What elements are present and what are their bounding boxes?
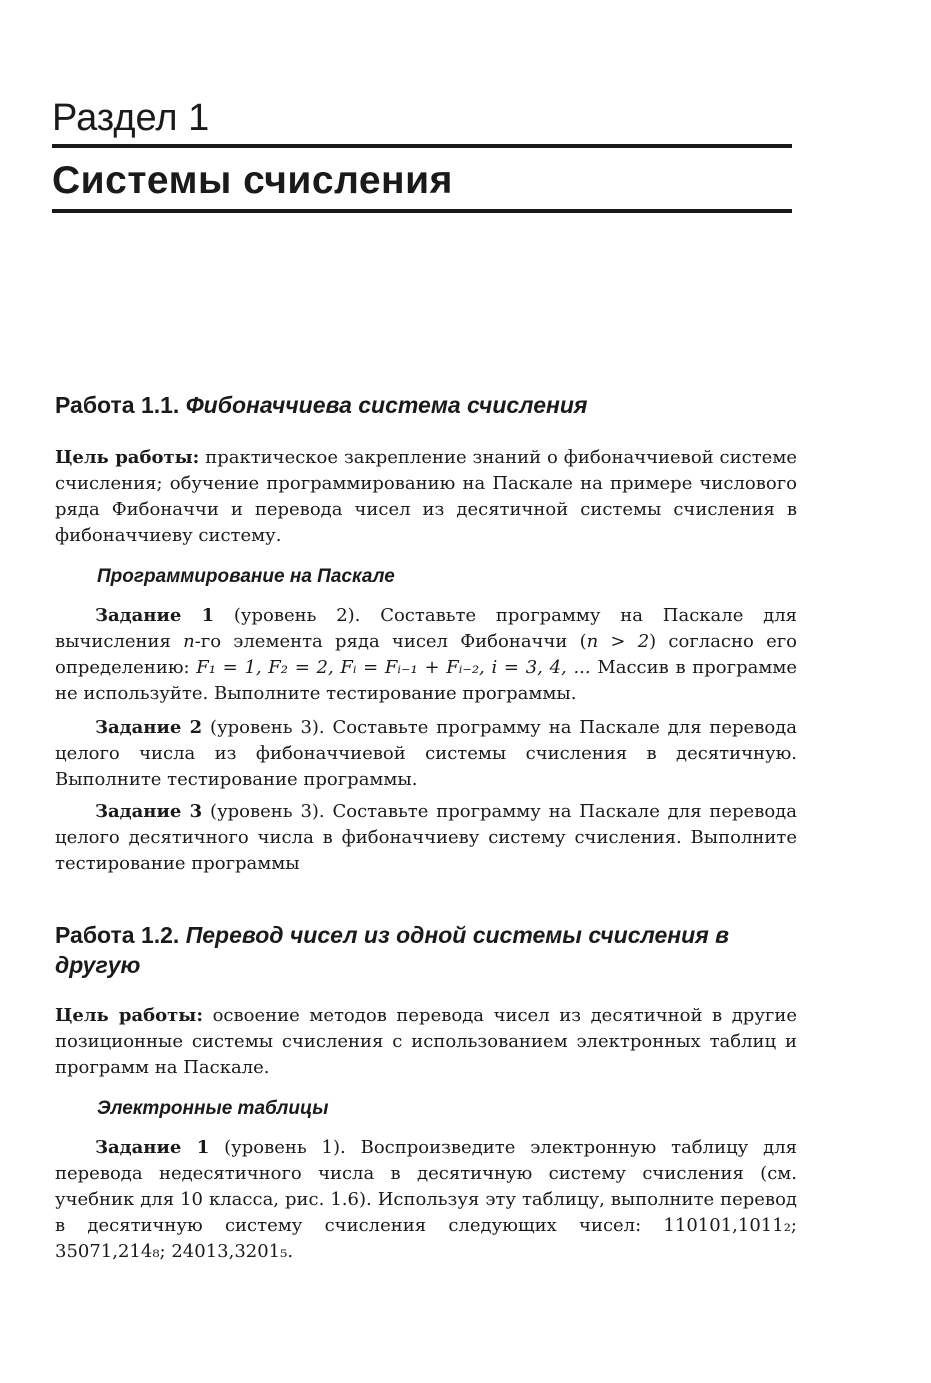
section-top-rule: [52, 144, 792, 148]
work-1-goal-label: Цель работы:: [55, 447, 200, 468]
numbers-to-convert: 110101,1011₂; 35071,214₈; 24013,3201₅.: [55, 1215, 797, 1262]
work-2-goal-text: освоение методов перевода чисел из десятичной в другие позиционные системы счисления с использованием электронных таблиц и программ на Паскале.: [55, 1005, 798, 1078]
work-1-task-1-label: Задание 1: [95, 605, 215, 626]
work-1-task-3-label: Задание 3: [95, 801, 203, 822]
work-2-goal-label: Цель работы:: [55, 1005, 203, 1026]
work-1-goal: [55, 445, 797, 549]
work-2-task-1: Задание 1 (уровень 1). Воспроизведите электронную таблицу для перевода недесятичного числа в десятичную систему счисления (см. учебник для 10 класса, рис. 1.6). Используя эту таблицу, выполните перевод в десятичную систему счисления следующих чисел: 110101,1011₂; 35071,214₈; 24013,3201₅.: [55, 1137, 797, 1262]
section-bottom-rule: [52, 209, 792, 213]
fibonacci-formula: F₁ = 1, F₂ = 2, Fᵢ = Fᵢ₋₁ + Fᵢ₋₂, i = 3, 4, ...: [196, 657, 591, 678]
work-1-subheading: Программирование на Паскале: [97, 566, 395, 587]
work-1-heading: [55, 392, 795, 419]
work-1-name: Фибоначчиева система счисления: [185, 392, 588, 418]
work-1-task-2: Задание 2 (уровень 3). Составьте программу на Паскале для перевода целого числа из фибоначчиевой системы счисления в десятичную. Выполните тестирование программы.: [55, 717, 797, 790]
work-2-heading: [55, 920, 795, 980]
work-1-task-1: Задание 1 (уровень 2). Составьте программу на Паскале для вычисления n-го элемента ряда чисел Фибоначчи (n > 2) согласно его определению: F₁ = 1, F₂ = 2, Fᵢ = Fᵢ₋₁ + Fᵢ₋₂, i = 3, 4, ... Массив в программе не используйте. Выполните тестирование программы.: [55, 605, 797, 704]
section-title: Системы счисления: [52, 159, 453, 202]
work-2-name: Перевод чисел из одной системы счисления в другую: [55, 922, 730, 978]
work-1-number: Работа 1.1.: [55, 392, 180, 418]
work-2-task-1-label: Задание 1: [95, 1137, 210, 1158]
work-1-task-2-label: Задание 2: [95, 717, 203, 738]
work-2-goal: [55, 1003, 797, 1081]
work-2-subheading: Электронные таблицы: [97, 1098, 329, 1119]
section-label: Раздел 1: [52, 97, 210, 139]
work-1-goal-text: практическое закрепление знаний о фибоначчиевой системе счисления; обучение программированию на Паскале на примере числового ряда Фибоначчи и перевода чисел из десятичной системы счисления в фибоначчиеву систему.: [55, 447, 797, 546]
work-2-number: Работа 1.2.: [55, 922, 180, 948]
work-1-task-3: Задание 3 (уровень 3). Составьте программу на Паскале для перевода целого десятичного числа в фибоначчиеву систему счисления. Выполните тестирование программы: [55, 801, 797, 874]
